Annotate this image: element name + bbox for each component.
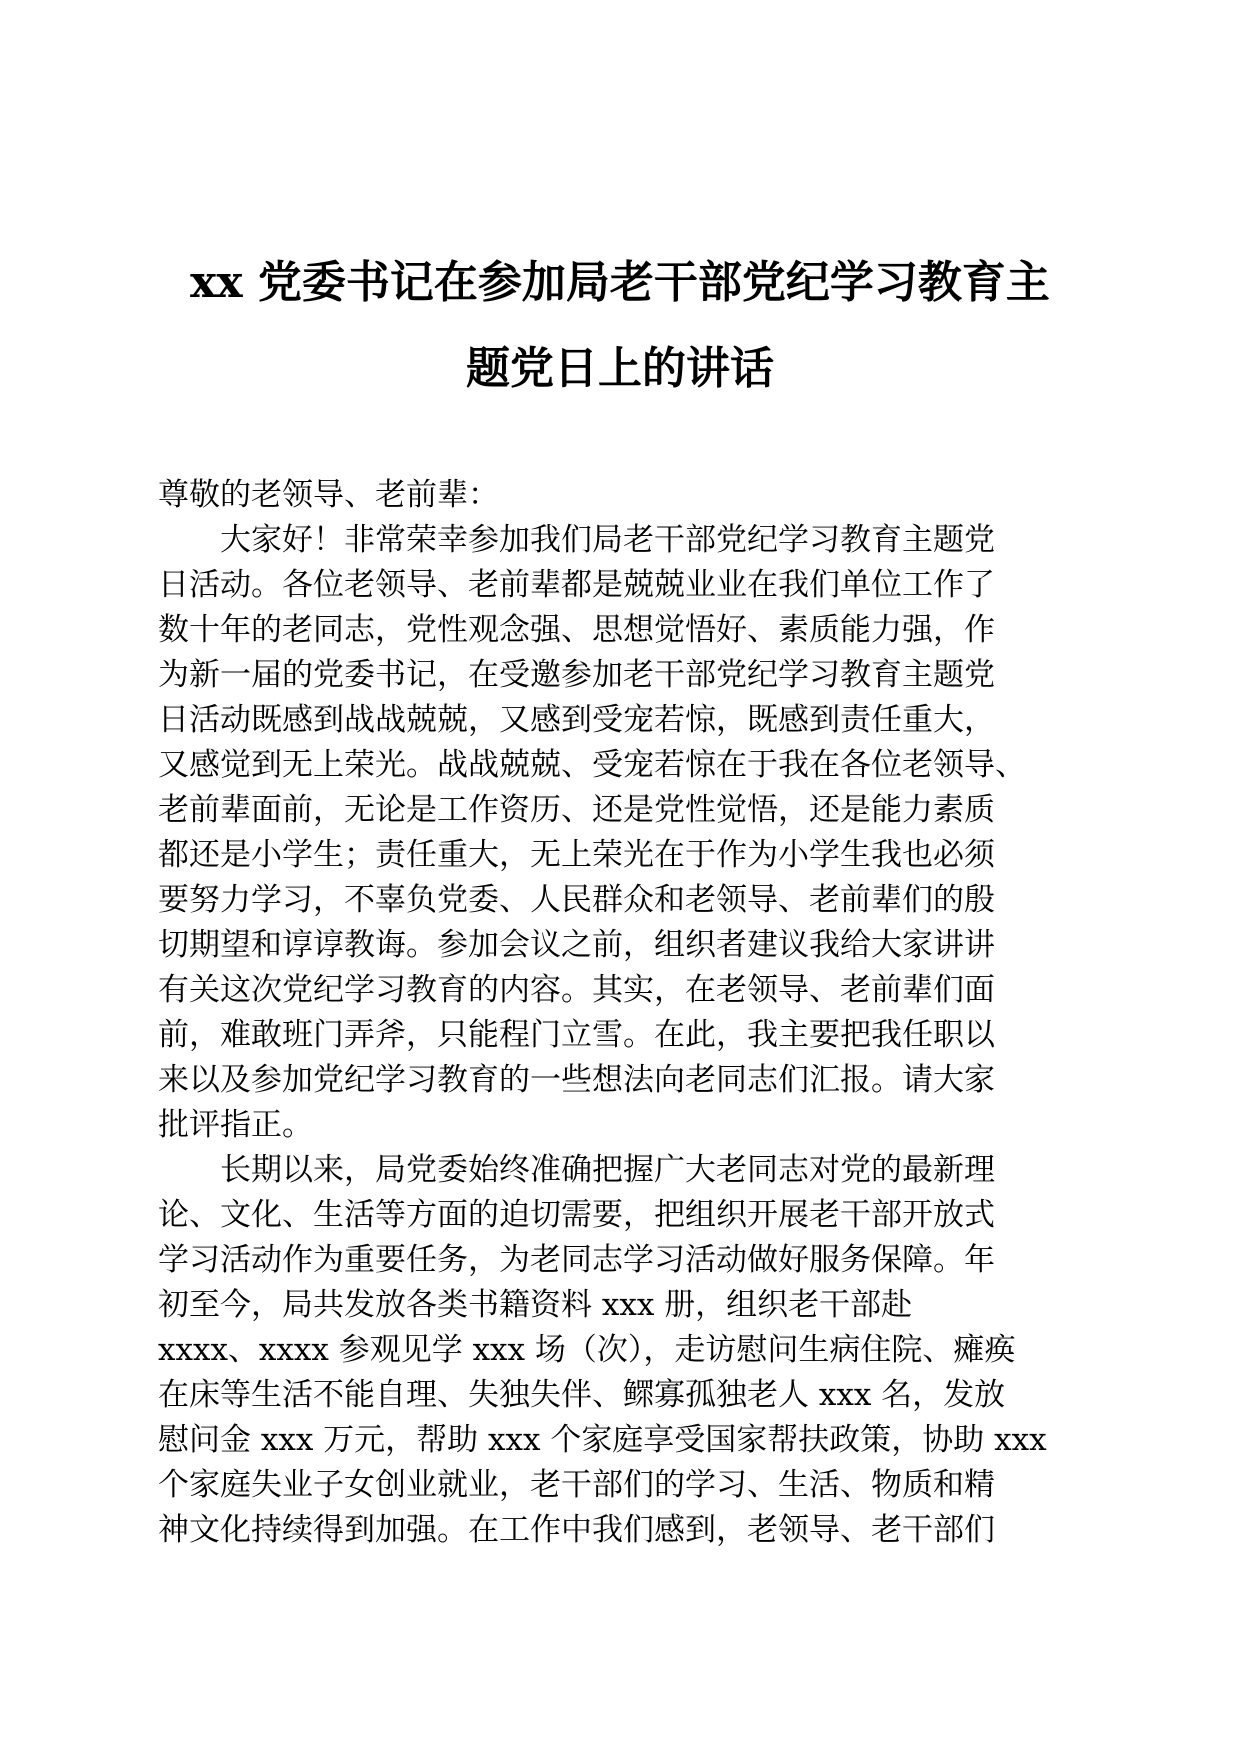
paragraph-2 — [158, 1148, 1080, 1553]
document-body — [158, 473, 1080, 1553]
text-line: xxxx、xxxx 参观见学 xxx 场（次），走访慰问生病住院、瘫痪 — [158, 1332, 1016, 1368]
text-line: 要努力学习，不辜负党委、人民群众和老领导、老前辈们的殷 — [158, 882, 995, 918]
text-line: 数十年的老同志，党性观念强、思想觉悟好、素质能力强，作 — [158, 612, 995, 648]
text-line: 前，难敢班门弄斧，只能程门立雪。在此，我主要把我任职以 — [158, 1017, 995, 1053]
text-line: 老前辈面前，无论是工作资历、还是党性觉悟，还是能力素质 — [158, 792, 995, 828]
text-line: 神文化持续得到加强。在工作中我们感到，老领导、老干部们 — [158, 1512, 995, 1548]
paragraph-1 — [158, 518, 1080, 1148]
text-line: 来以及参加党纪学习教育的一些想法向老同志们汇报。请大家 — [158, 1062, 995, 1098]
text-line: 批评指正。 — [158, 1107, 313, 1143]
title-line-2: 题党日上的讲话 — [466, 343, 774, 394]
text-line: 个家庭失业子女创业就业，老干部们的学习、生活、物质和精 — [158, 1467, 995, 1503]
text-line: 在床等生活不能自理、失独失伴、鳏寡孤独老人 xxx 名，发放 — [158, 1377, 1006, 1413]
text-line: 学习活动作为重要任务，为老同志学习活动做好服务保障。年 — [158, 1242, 995, 1278]
salutation: 尊敬的老领导、老前辈： — [158, 477, 499, 513]
text-line: 有关这次党纪学习教育的内容。其实，在老领导、老前辈们面 — [158, 972, 995, 1008]
document-title — [150, 240, 1090, 412]
text-line: 初至今，局共发放各类书籍资料 xxx 册，组织老干部赴 — [158, 1287, 913, 1323]
text-line: 切期望和谆谆教诲。参加会议之前，组织者建议我给大家讲讲 — [158, 927, 995, 963]
text-line: 又感觉到无上荣光。战战兢兢、受宠若惊在于我在各位老领导、 — [158, 747, 1026, 783]
text-line: 大家好！非常荣幸参加我们局老干部党纪学习教育主题党 — [220, 522, 995, 558]
text-line: 都还是小学生；责任重大，无上荣光在于作为小学生我也必须 — [158, 837, 995, 873]
title-line-1: xx 党委书记在参加局老干部党纪学习教育主 — [190, 257, 1050, 308]
text-line: 长期以来，局党委始终准确把握广大老同志对党的最新理 — [220, 1152, 995, 1188]
text-line: 论、文化、生活等方面的迫切需要，把组织开展老干部开放式 — [158, 1197, 995, 1233]
text-line: 日活动既感到战战兢兢，又感到受宠若惊，既感到责任重大， — [158, 702, 995, 738]
text-line: 日活动。各位老领导、老前辈都是兢兢业业在我们单位工作了 — [158, 567, 995, 603]
text-line: 慰问金 xxx 万元，帮助 xxx 个家庭享受国家帮扶政策，协助 xxx — [158, 1422, 1047, 1458]
text-line: 为新一届的党委书记，在受邀参加老干部党纪学习教育主题党 — [158, 657, 995, 693]
